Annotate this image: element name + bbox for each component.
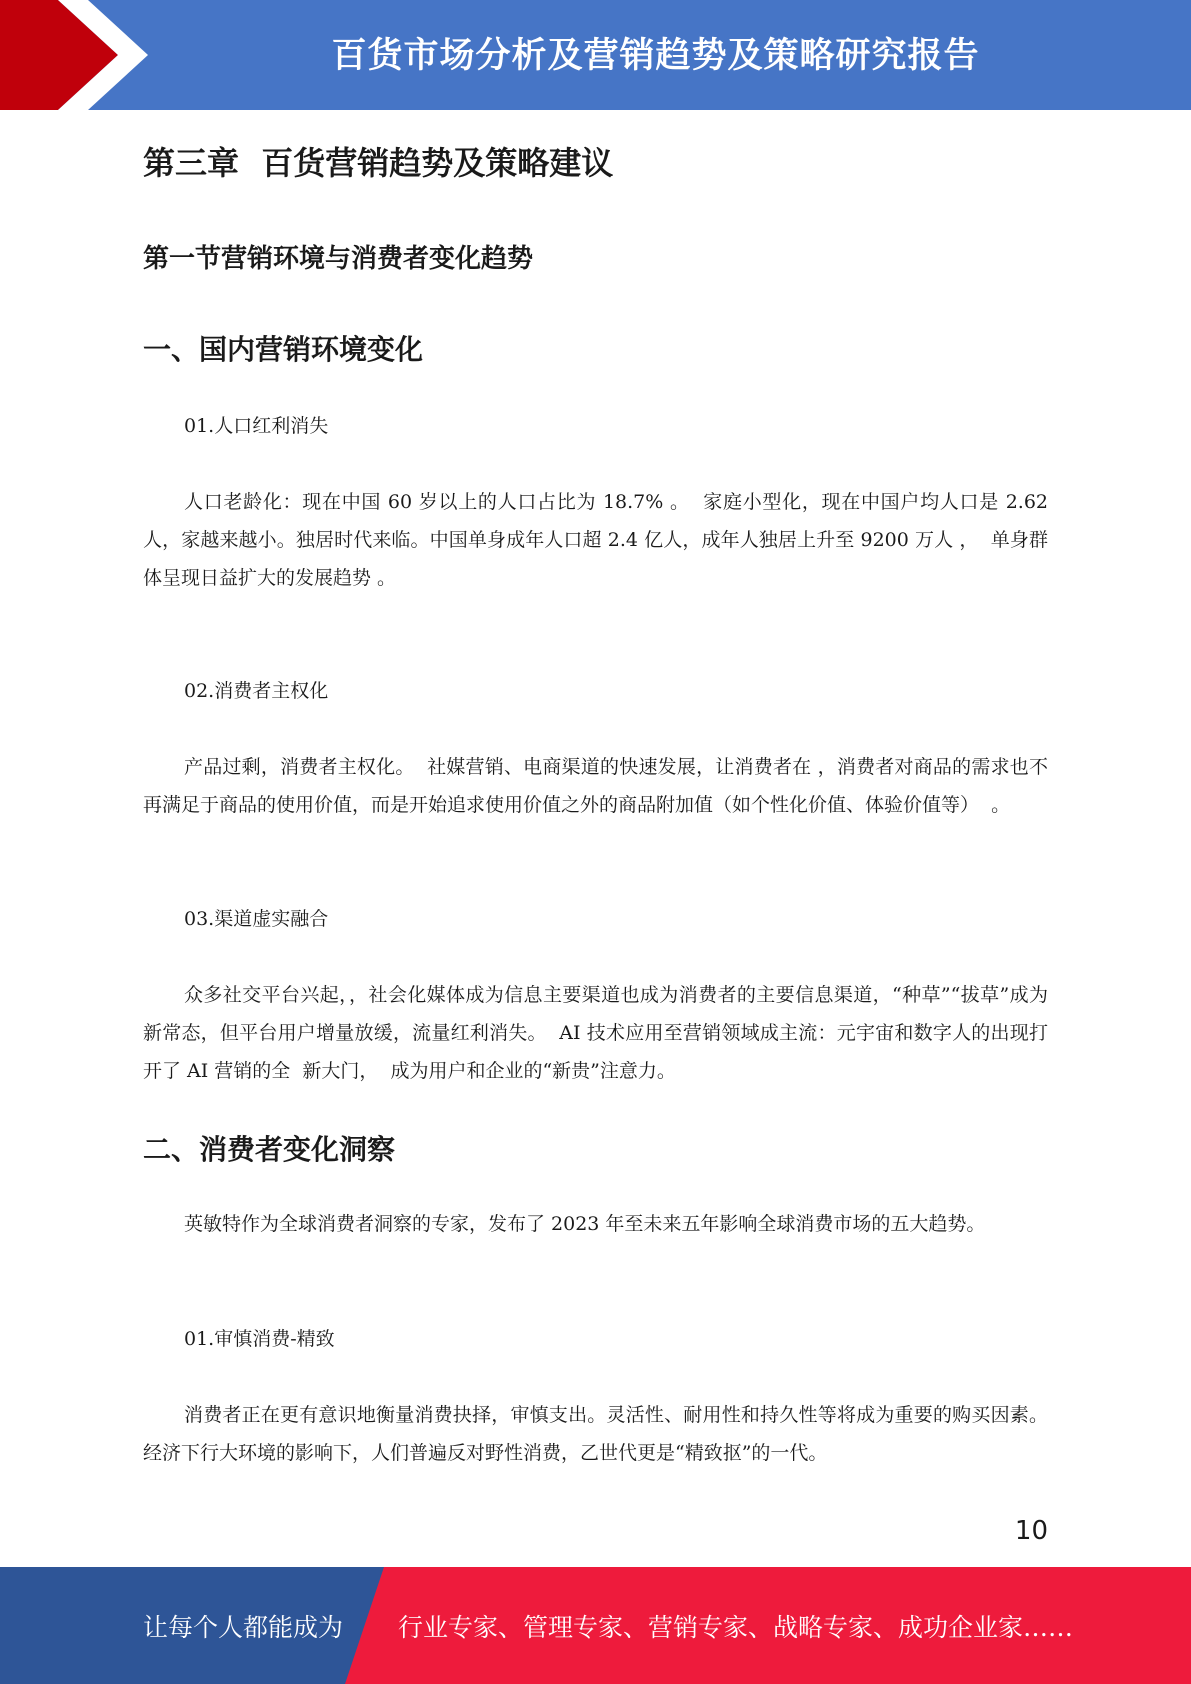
page-header — [0, 0, 1191, 110]
paragraph: 人口老龄化：现在中国 60 岁以上的人口占比为 18.7% 。 家庭小型化，现在中国户均人口是 2.62 人，家越来越小。独居时代来临。中国单身成年人口超 2.4 亿人，成年人独居上升至 9200 万人 ， 单身群体呈现日益扩大的发展趋势 。 — [143, 491, 1055, 589]
part1-title: 一、国内营销环境变化 — [143, 333, 424, 366]
item-label: 01.审慎消费-精致 — [184, 1328, 335, 1350]
report-title: 百货市场分析及营销趋势及策略研究报告 — [331, 36, 980, 76]
chapter-title: 第三章 百货营销趋势及策略建议 — [143, 144, 614, 182]
item-label: 02.消费者主权化 — [184, 680, 329, 702]
part2-title: 二、消费者变化洞察 — [143, 1133, 396, 1166]
paragraph: 众多社交平台兴起，，社会化媒体成为信息主要渠道也成为消费者的主要信息渠道，“种草”“拔草”成为新常态，但平台用户增量放缓，流量红利消失。 AI 技术应用至营销领域成主流：元宇宙和数字人的出现打开了 AI 营销的全 新大门， 成为用户和企业的“新贵”注意力。 — [143, 984, 1048, 1082]
item-label: 03.渠道虚实融合 — [184, 908, 329, 930]
paragraph: 产品过剩，消费者主权化。 社媒营销、电商渠道的快速发展，让消费者在 ，消费者对商品的需求也不再满足于商品的使用价值，而是开始追求使用价值之外的商品附加值（如个性化价值、体验价值等） 。 — [143, 756, 1048, 816]
footer-slogan-right: 行业专家、管理专家、营销专家、战略专家、成功企业家…… — [398, 1612, 1074, 1642]
item-label: 01.人口红利消失 — [184, 415, 329, 437]
paragraph: 消费者正在更有意识地衡量消费抉择，审慎支出。灵活性、耐用性和持久性等将成为重要的购买因素。经济下行大环境的影响下，人们普遍反对野性消费，乙世代更是“精致抠”的一代。 — [143, 1404, 1048, 1464]
section-title: 第一节营销环境与消费者变化趋势 — [143, 244, 534, 274]
page-footer — [0, 1567, 1191, 1684]
paragraph: 英敏特作为全球消费者洞察的专家，发布了 2023 年至未来五年影响全球消费市场的五大趋势。 — [184, 1213, 986, 1235]
page-number: 10 — [1014, 1516, 1048, 1546]
footer-slogan-left: 让每个人都能成为 — [143, 1612, 344, 1642]
